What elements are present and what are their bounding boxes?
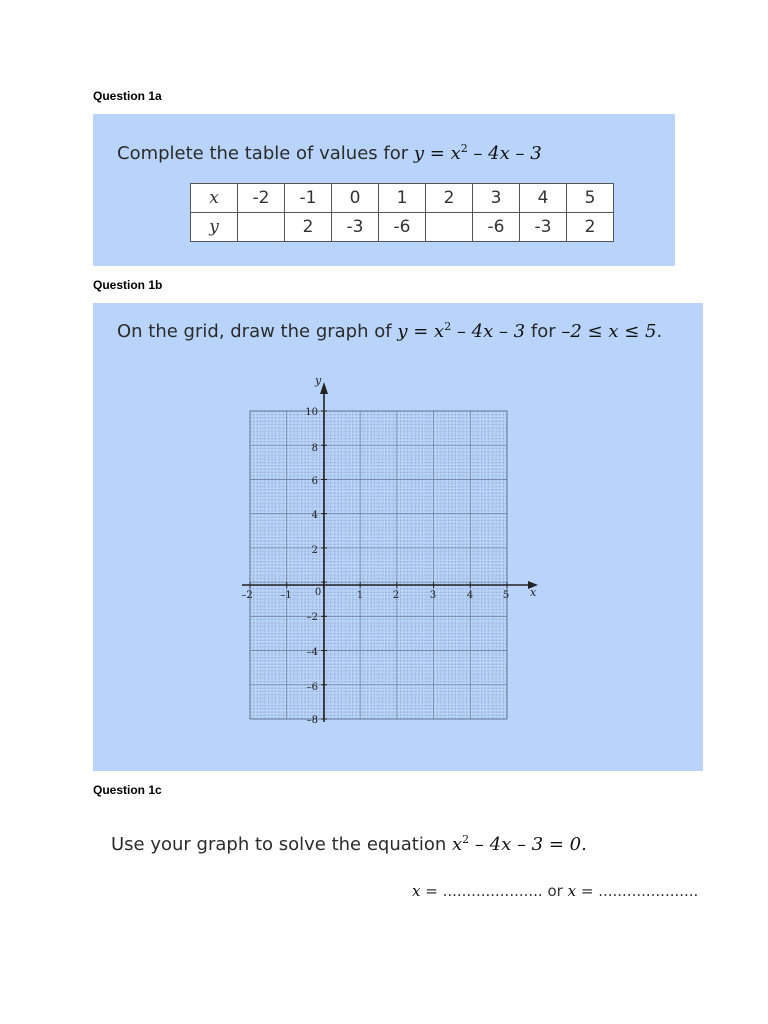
table-cell-x: 4 xyxy=(520,184,567,213)
y-axis-label: y xyxy=(315,374,322,387)
question-1c-prompt xyxy=(111,834,587,855)
question-1b-prompt: On the grid, draw the graph of $y = x^2 - 4x - 3$ for –2 ≤ x ≤ 5. xyxy=(117,320,663,342)
y-tick-label: 2 xyxy=(311,545,318,556)
table-cell-x: -1 xyxy=(285,184,332,213)
question-1b-equation: $y = x^2 - 4x - 3$ xyxy=(397,320,526,342)
table-cell-y: -3 xyxy=(332,213,379,242)
question-1b-prompt-text: On the grid, draw the graph of xyxy=(117,321,392,342)
x-tick-label: 4 xyxy=(466,590,474,601)
y-tick-label: 10 xyxy=(305,407,318,418)
table-cell-x: 5 xyxy=(567,184,614,213)
answer-blank-1[interactable]: = ..................... xyxy=(420,882,548,900)
table-header-x: x xyxy=(191,184,238,213)
table-cell-y: -3 xyxy=(520,213,567,242)
table-cell-x: 2 xyxy=(426,184,473,213)
x-tick-label: 5 xyxy=(502,590,510,601)
table-cell-y: 2 xyxy=(285,213,332,242)
table-cell-x: -2 xyxy=(238,184,285,213)
question-1c-prompt-text: Use your graph to solve the equation xyxy=(111,834,447,855)
answer-or-text: or xyxy=(547,882,563,900)
question-1c-equation: $x^2 - 4x - 3 = 0$. xyxy=(452,833,587,855)
y-tick-label: 4 xyxy=(311,510,318,521)
x-tick-label: 0 xyxy=(314,587,322,598)
question-1a-label: Question 1a xyxy=(93,89,162,103)
x-tick-label: –2 xyxy=(241,590,253,601)
question-1b-prompt-for: for xyxy=(525,321,562,342)
table-header-y: y xyxy=(191,213,238,242)
x-axis-label: x xyxy=(530,586,537,599)
question-1b-label: Question 1b xyxy=(93,278,163,292)
y-tick-label: –6 xyxy=(306,682,318,693)
answer-x-label: x xyxy=(567,882,577,900)
table-cell-x: 3 xyxy=(473,184,520,213)
question-1c-label: Question 1c xyxy=(93,783,162,797)
y-tick-label: –8 xyxy=(306,715,318,726)
y-tick-label: –4 xyxy=(306,647,318,658)
y-tick-label: –2 xyxy=(306,612,318,623)
question-1a-equation: $y = x^2 - 4x - 3$ xyxy=(413,142,542,164)
x-tick-label: 1 xyxy=(356,590,364,601)
table-cell-y: 2 xyxy=(567,213,614,242)
y-tick-label: 6 xyxy=(311,476,318,487)
answer-line[interactable] xyxy=(412,882,698,900)
y-tick-label: 8 xyxy=(311,443,318,454)
table-cell-x: 1 xyxy=(379,184,426,213)
x-tick-label: –1 xyxy=(280,590,292,601)
answer-blank-2[interactable]: = ..................... xyxy=(576,882,699,900)
answer-x-label: x xyxy=(412,882,421,900)
table-cell-y: -6 xyxy=(473,213,520,242)
x-tick-label: 3 xyxy=(429,590,437,601)
question-1b-range: –2 ≤ x ≤ 5 xyxy=(561,321,657,342)
question-1a-prompt-text: Complete the table of values for xyxy=(117,143,409,164)
table-cell-y: -6 xyxy=(379,213,426,242)
table-cell-x: 0 xyxy=(332,184,379,213)
x-tick-label: 2 xyxy=(392,590,400,601)
